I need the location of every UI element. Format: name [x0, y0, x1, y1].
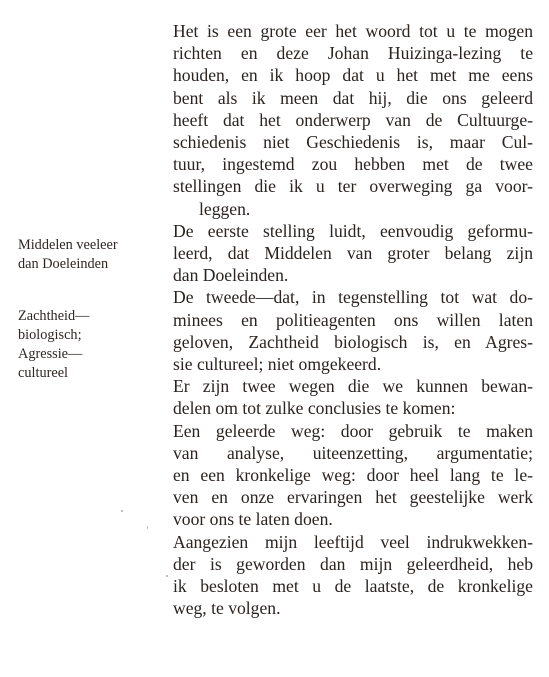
text-line: Aangezien mijn leeftijd veel indrukwekken-: [173, 531, 533, 552]
margin-note-line: Zachtheid—: [18, 308, 90, 324]
text-line: De tweede—dat, in tegenstelling tot wat do-: [173, 287, 533, 308]
text-line: der is geworden dan mijn geleerdheid, heb: [173, 553, 533, 574]
text-line: delen om tot zulke conclusies te komen:: [173, 398, 456, 419]
text-line: tuur, ingestemd zou hebben met de twee: [173, 154, 533, 175]
text-line: minees en politieagenten ons willen laten: [173, 309, 533, 330]
text-line: ven en onze ervaringen het geestelijke werk: [173, 487, 533, 508]
text-line: schiedenis niet Geschiedenis is, maar Cul-: [173, 132, 533, 153]
margin-note-line: dan Doeleinden: [18, 256, 109, 272]
paragraph-second-thesis: [173, 286, 533, 375]
margin-note-line: cultureel: [18, 365, 69, 381]
text-line: houden, en ik hoop dat u het met me eens: [173, 65, 533, 86]
text-line: leggen.: [199, 198, 251, 219]
text-line: ik besloten met u de laatste, de kronkelige: [173, 576, 533, 597]
text-line: weg, te volgen.: [173, 598, 281, 619]
body-text: [173, 20, 533, 619]
paragraph-learned-and-winding-path: [173, 420, 533, 531]
text-line: richten en deze Johan Huizinga-lezing te: [173, 43, 533, 64]
text-line: Het is een grote eer het woord tot u te mogen: [173, 21, 533, 41]
margin-note-gentleness-aggression: [18, 307, 148, 383]
text-line: leerd, dat Middelen van groter belang zijn: [173, 243, 533, 264]
paper-speck: [121, 510, 123, 512]
text-line: dan Doeleinden.: [173, 265, 289, 286]
margin-note-line: Middelen veeleer: [18, 237, 118, 253]
text-line: De eerste stelling luidt, eenvoudig geformu-: [173, 220, 533, 241]
text-line: Er zijn twee wegen die we kunnen bewan-: [173, 376, 533, 397]
paper-speck: [166, 575, 168, 577]
margin-note-means-ends: [18, 236, 148, 274]
text-line: sie cultureel; niet omgekeerd.: [173, 354, 382, 375]
text-line: Een geleerde weg: door gebruik te maken: [173, 420, 533, 441]
paper-speck: [147, 526, 148, 529]
text-line: stellingen die ik u ter overweging ga voor-: [173, 176, 533, 197]
text-line: van analyse, uiteenzetting, argumentatie;: [173, 442, 533, 463]
paragraph-conclusion: [173, 531, 533, 620]
text-line: voor ons te laten doen.: [173, 509, 333, 530]
text-line: heeft dat het onderwerp van de Cultuurge-: [173, 109, 533, 130]
text-line: bent als ik meen dat hij, die ons geleerd: [173, 87, 533, 108]
text-line: geloven, Zachtheid biologisch is, en Agres-: [173, 331, 533, 352]
margin-note-line: Agressie—: [18, 346, 83, 362]
text-line: en een kronkelige weg: door heel lang te le-: [173, 465, 533, 486]
paragraph-intro: [173, 20, 533, 220]
paragraph-two-paths: [173, 375, 533, 419]
margin-note-line: biologisch;: [18, 327, 82, 343]
paragraph-first-thesis: [173, 220, 533, 287]
